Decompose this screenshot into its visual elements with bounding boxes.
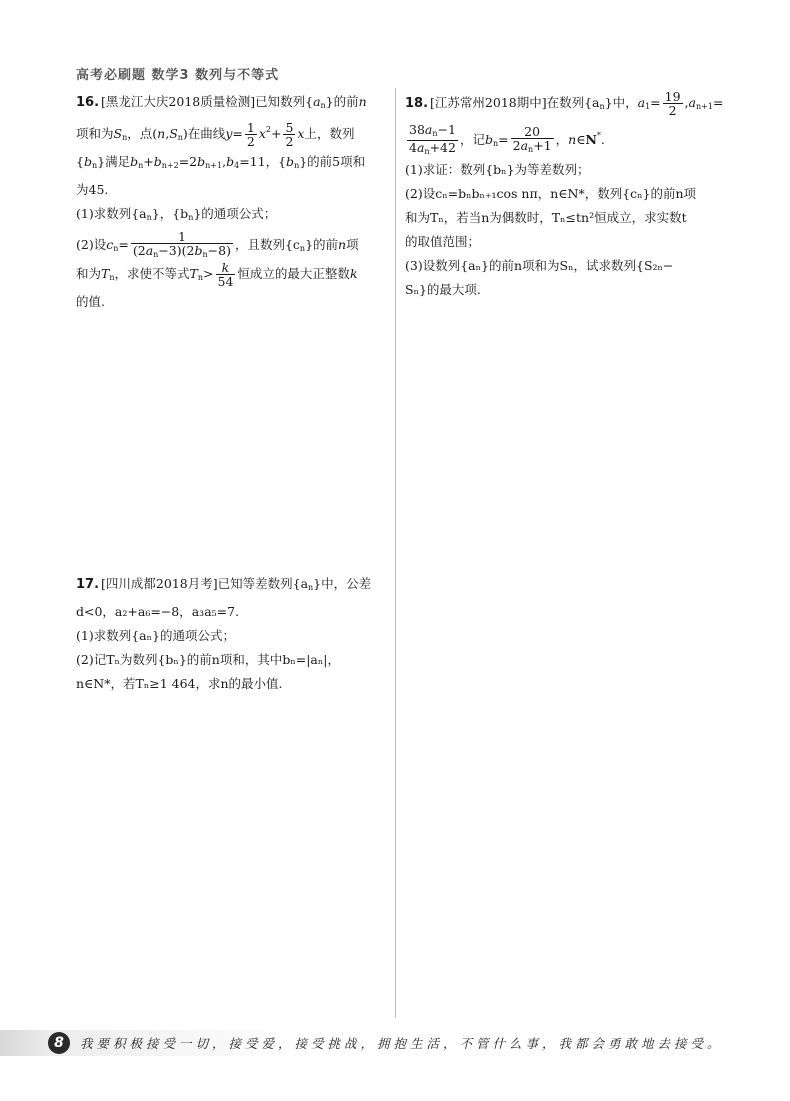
problem-source: [四川成都2018月考]	[101, 576, 218, 591]
fraction: $\frac{k}{54}$	[217, 260, 234, 289]
fraction: $\frac{1}{(2a_n-3)(2b_n-8)}$	[132, 229, 231, 259]
column-divider	[395, 88, 396, 1018]
footer-motto: 我要积极接受一切，接受爱，接受挑战，拥抱生活，不管什么事，我都会勇敢地去接受。	[80, 1036, 724, 1051]
page-number: 8	[48, 1032, 70, 1054]
problem-source: [黑龙江大庆2018质量检测]	[101, 94, 256, 109]
fraction: $\frac{1}{2}$	[246, 120, 255, 149]
fraction: $\frac{20}{2a_n+1}$	[512, 124, 552, 154]
problem-source: [江苏常州2018期中]	[430, 95, 547, 110]
problem-number: 18.	[405, 96, 429, 111]
fraction: $\frac{5}{2}$	[285, 120, 294, 149]
fraction: $\frac{19}{2}$	[664, 89, 681, 118]
fraction: $\frac{38a_n-1}{4a_n+42}$	[409, 122, 456, 156]
problem-16: 16. [黑龙江大庆2018质量检测]已知数列$\{a_n\}$的前n 项和为$S_n$，点$(n,S_n)$在曲线y= $\frac{1}{2}$ $x^2+$ $\frac{5}{2}$ x上，数列 $\{b_n\}$满足$b_n+b_{n+2}=2b_{n+1},b_4=11$，$\{b_n\}$的前5项和 为45. (1)求数列$\{a_n\}$，$\{b_n\}$的通项公式； (2)设$c_n=$ $\frac{1}{(2a_n-3)(2b_n-8)}$ ，且数列$\{c_n\}$的前n项 和为$T_n$，求使不等式$T_n>$ $\frac{k}{54}$ 恒成立的最大正整数k 的值.	[76, 94, 367, 309]
problem-number: 16.	[76, 95, 100, 110]
page-header: 高考必刷题 数学3 数列与不等式	[76, 68, 280, 83]
problem-number: 17.	[76, 577, 100, 592]
problem-18: 18. [江苏常州2018期中]在数列$\{a_n\}$中，$a_1=$ $\frac{19}{2}$ $,a_{n+1}=$ $\frac{38a_n-1}{4a_n+42}$ ，记$b_n=$ $\frac{20}{2a_n+1}$ ，n∈N*. (1)求证：数列{bₙ}为等差数列； (2)设cₙ=bₙbₙ₊₁cos nπ，n∈N*，数列{cₙ}的前n项 和为Tₙ，若当n为偶数时，Tₙ≤tn²恒成立，求实数t 的取值范围； (3)设数列{aₙ}的前n项和为Sₙ，试求数列{S₂ₙ− Sₙ}的最大项.	[405, 89, 724, 297]
problem-17: 17. [四川成都2018月考]已知等差数列$\{a_n\}$中，公差 d<0，a₂+a₆=−8，a₃a₅=7. (1)求数列{aₙ}的通项公式； (2)记Tₙ为数列{bₙ}的前n项和，其中bₙ=|aₙ|， n∈N*，若Tₙ≥1 464，求n的最小值.	[76, 576, 372, 691]
